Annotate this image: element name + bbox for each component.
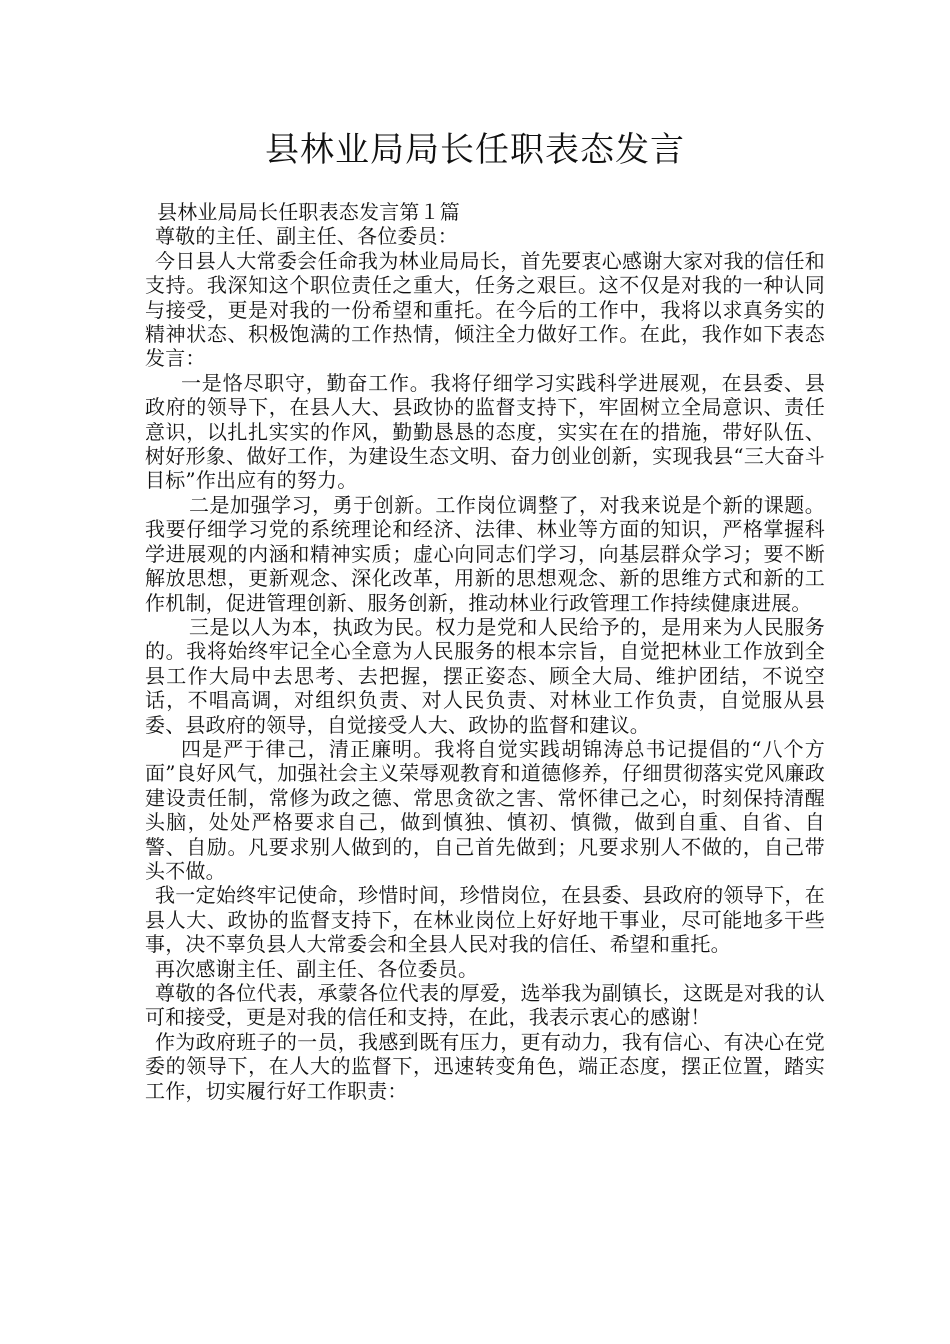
- paragraph-thanks: 再次感谢主任、副主任、各位委员。: [155, 956, 479, 981]
- paragraph-point-3: 三是以人为本，执政为民。权力是党和人民给予的，是用来为人民服务的。我将始终牢记全心全意为人民服务的根本宗旨，自觉把林业工作放到全县工作大局中去思考、去把握，摆正姿态、顾全大局、维护团结，不说空话，不唱高调，对组织负责、对人民负责、对林业工作负责，自觉服从县委、县政府的领导，自觉接受人大、政协的监督和建议。: [145, 614, 825, 737]
- document-body: [145, 200, 825, 1103]
- paragraph-point-1: 一是恪尽职守，勤奋工作。我将仔细学习实践科学进展观，在县委、县政府的领导下，在县人大、县政协的监督支持下，牢固树立全局意识、责任意识，以扎扎实实的作风，勤勤恳恳的态度，实实在在的措施，带好队伍、树好形象、做好工作，为建设生态文明、奋力创业创新，实现我县“三大奋斗目标”作出应有的努力。: [145, 370, 825, 493]
- paragraph-commitment: 我一定始终牢记使命，珍惜时间，珍惜岗位，在县委、县政府的领导下，在县人大、政协的监督支持下，在林业岗位上好好地干事业，尽可能地多干些事，决不辜负县人大常委会和全县人民对我的信任、希望和重托。: [145, 883, 825, 957]
- paragraph-point-2: 二是加强学习，勇于创新。工作岗位调整了，对我来说是个新的课题。我要仔细学习党的系统理论和经济、法律、林业等方面的知识，严格掌握科学进展观的内涵和精神实质；虚心向同志们学习，向基层群众学习；要不断解放思想，更新观念、深化改革，用新的思想观念、新的思维方式和新的工作机制，促进管理创新、服务创新，推动林业行政管理工作持续健康进展。: [145, 492, 825, 615]
- paragraph-second-speech-opening: 尊敬的各位代表，承蒙各位代表的厚爱，选举我为副镇长，这既是对我的认可和接受，更是对我的信任和支持，在此，我表示衷心的感谢！: [145, 981, 825, 1030]
- section-heading: 县林业局局长任职表态发言第１篇: [157, 200, 460, 224]
- paragraph-point-4: 四是严于律己，清正廉明。我将自觉实践胡锦涛总书记提倡的“八个方面”良好风气，加强社会主义荣辱观教育和道德修养，仔细贯彻落实党风廉政建设责任制，常修为政之德、常思贪欲之害、常怀律己之心，时刻保持清醒头脑，处处严格要求自己，做到慎独、慎初、慎微，做到自重、自省、自警、自励。凡要求别人做到的，自己首先做到；凡要求别人不做的，自己带头不做。: [145, 736, 825, 883]
- paragraph-second-speech-role: 作为政府班子的一员，我感到既有压力，更有动力，我有信心、有决心在党委的领导下，在人大的监督下，迅速转变角色，端正态度，摆正位置，踏实工作，切实履行好工作职责：: [145, 1029, 825, 1103]
- paragraph-intro: 今日县人大常委会任命我为林业局局长，首先要衷心感谢大家对我的信任和支持。我深知这个职位责任之重大，任务之艰巨。这不仅是对我的一种认同与接受，更是对我的一份希望和重托。在今后的工作中，我将以求真务实的精神状态、积极饱满的工作热情，倾注全力做好工作。在此，我作如下表态发言：: [145, 248, 825, 371]
- salutation: 尊敬的主任、副主任、各位委员：: [155, 224, 458, 249]
- document-title: 县林业局局长任职表态发言: [265, 130, 685, 170]
